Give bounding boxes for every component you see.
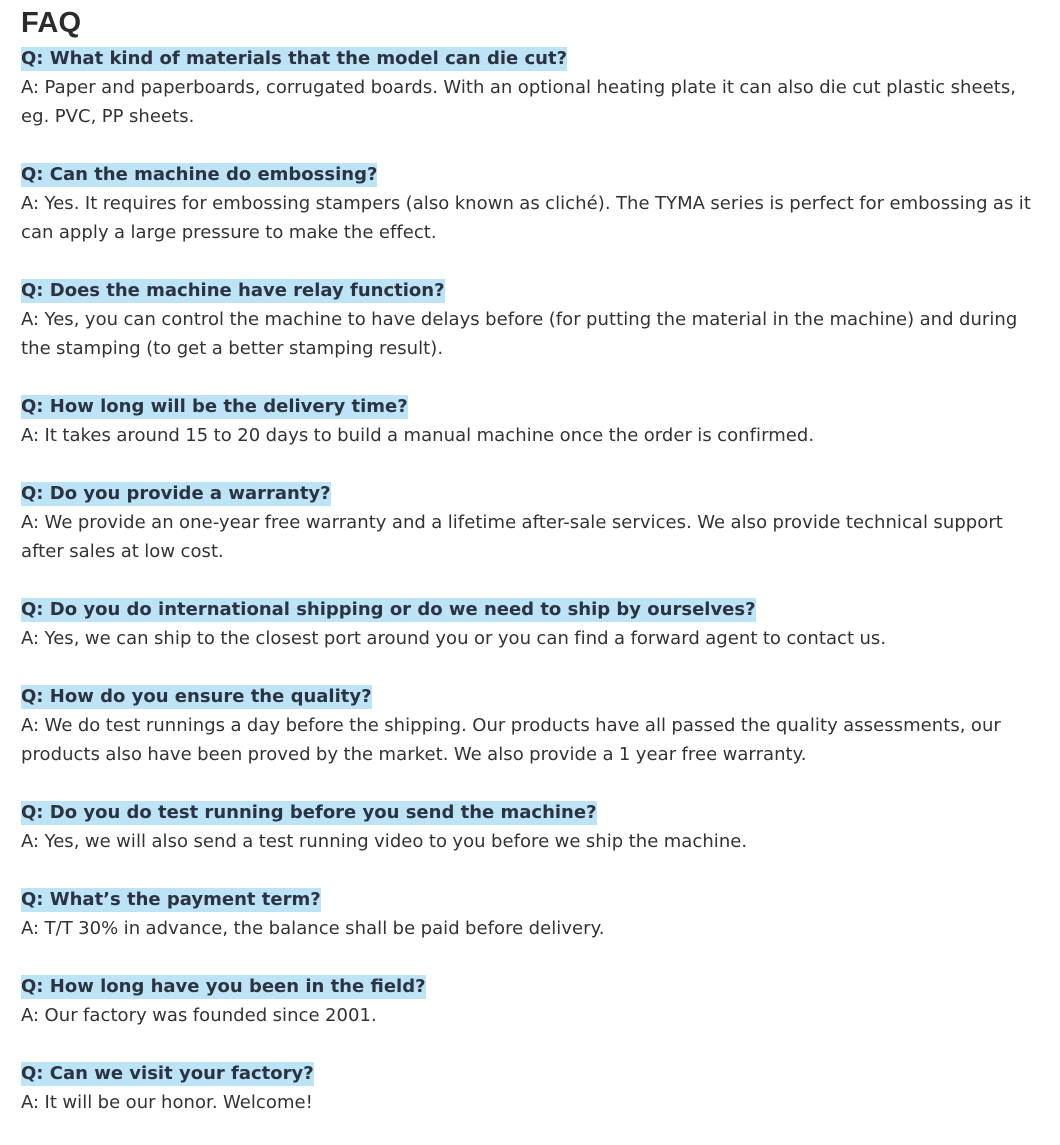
faq-answer: A: Paper and paperboards, corrugated boards. With an optional heating plate it can also die cut plastic sheets, eg. PVC, PP sheets. [21, 77, 1017, 127]
faq-answer: A: It will be our honor. Welcome! [21, 1092, 313, 1113]
faq-question: Q: How long have you been in the field? [21, 976, 426, 997]
faq-item [21, 479, 1040, 566]
faq-answer: A: Yes, you can control the machine to have delays before (for putting the material in the machine) and during the stamping (to get a better stamping result). [21, 309, 1018, 359]
faq-question: Q: Do you provide a warranty? [21, 483, 331, 504]
faq-answer: A: It takes around 15 to 20 days to build a manual machine once the order is confirmed. [21, 425, 815, 446]
faq-question: Q: Can the machine do embossing? [21, 164, 378, 185]
faq-answer: A: Our factory was founded since 2001. [21, 1005, 377, 1026]
faq-item [21, 798, 1040, 856]
faq-question: Q: What’s the payment term? [21, 889, 321, 910]
faq-question: Q: Does the machine have relay function? [21, 280, 445, 301]
faq-question: Q: What kind of materials that the model can die cut? [21, 48, 568, 69]
faq-item [21, 595, 1040, 653]
faq-question: Q: Do you do international shipping or do we need to ship by ourselves? [21, 599, 756, 620]
faq-answer: A: Yes, we will also send a test running video to you before we ship the machine. [21, 831, 748, 852]
faq-list [21, 44, 1040, 1117]
faq-item [21, 972, 1040, 1030]
faq-item [21, 1059, 1040, 1117]
faq-answer: A: Yes, we can ship to the closest port around you or you can find a forward agent to contact us. [21, 628, 887, 649]
faq-answer: A: T/T 30% in advance, the balance shall be paid before delivery. [21, 918, 605, 939]
faq-question: Q: How do you ensure the quality? [21, 686, 372, 707]
faq-item [21, 392, 1040, 450]
faq-question: Q: How long will be the delivery time? [21, 396, 408, 417]
faq-answer: A: We provide an one-year free warranty and a lifetime after-sale services. We also provide technical support after sales at low cost. [21, 512, 1003, 562]
page-title: FAQ [21, 7, 82, 39]
faq-item [21, 885, 1040, 943]
faq-answer: A: We do test runnings a day before the shipping. Our products have all passed the quality assessments, our products also have been proved by the market. We also provide a 1 year free warranty. [21, 715, 1001, 765]
faq-question: Q: Can we visit your factory? [21, 1063, 314, 1084]
faq-question: Q: Do you do test running before you send the machine? [21, 802, 597, 823]
faq-item [21, 682, 1040, 769]
faq-item [21, 276, 1040, 363]
faq-answer: A: Yes. It requires for embossing stampers (also known as cliché). The TYMA series is perfect for embossing as it can apply a large pressure to make the effect. [21, 193, 1031, 243]
faq-item [21, 160, 1040, 247]
faq-item [21, 44, 1040, 131]
